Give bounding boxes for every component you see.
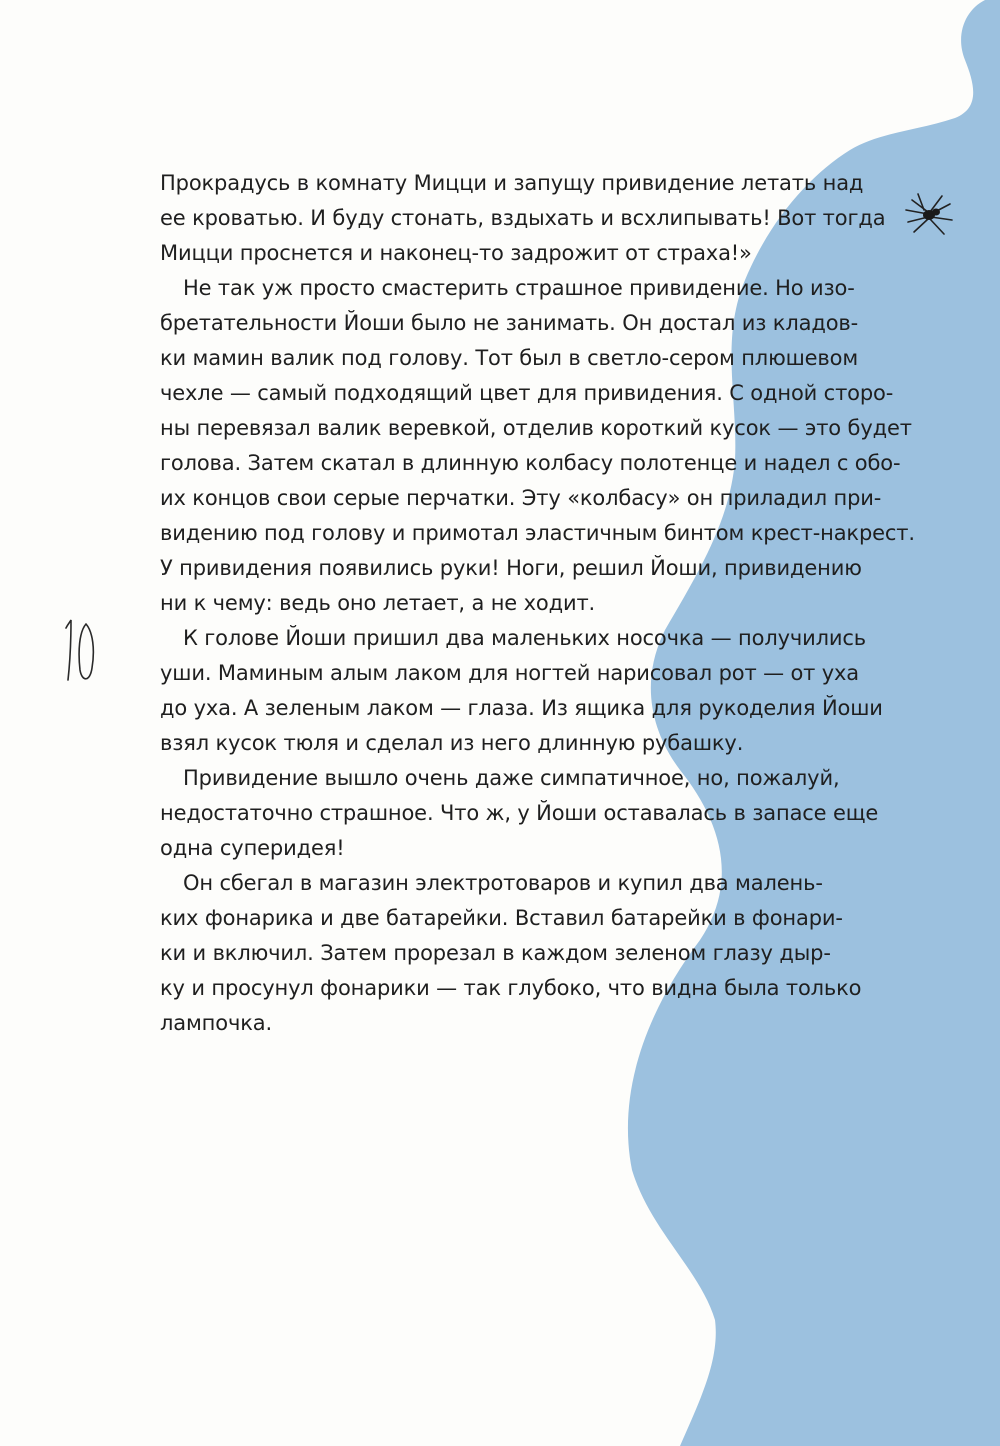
text-line: ки мамин валик под голову. Тот был в светло-сером плюшевом bbox=[160, 346, 859, 370]
text-line: бретательности Йоши было не занимать. Он достал из кладов- bbox=[160, 311, 859, 335]
text-line: их концов свои серые перчатки. Эту «колбасу» он приладил при- bbox=[160, 486, 882, 510]
text-line: видению под голову и примотал эластичным бинтом крест-накрест. bbox=[160, 521, 915, 545]
text-line: чехле — самый подходящий цвет для привидения. С одной сторо- bbox=[160, 381, 894, 405]
text-line: одна суперидея! bbox=[160, 836, 345, 860]
text-line: лампочка. bbox=[160, 1011, 272, 1035]
text-line: уши. Маминым алым лаком для ногтей нарисовал рот — от уха bbox=[160, 661, 860, 685]
text-line: ны перевязал валик веревкой, отделив короткий кусок — это будет bbox=[160, 416, 912, 440]
page-number-handwritten bbox=[60, 610, 100, 690]
text-line: недостаточно страшное. Что ж, у Йоши оставалась в запасе еще bbox=[160, 801, 879, 825]
text-line: ку и просунул фонарики — так глубоко, что видна была только bbox=[160, 976, 862, 1000]
text-line: ких фонарика и две батарейки. Вставил батарейки в фонари- bbox=[160, 906, 843, 930]
text-line: голова. Затем скатал в длинную колбасу полотенце и надел с обо- bbox=[160, 451, 901, 475]
text-line: ее кроватью. И буду стонать, вздыхать и всхлипывать! Вот тогда bbox=[160, 206, 886, 230]
text-line: ки и включил. Затем прорезал в каждом зеленом глазу дыр- bbox=[160, 941, 831, 965]
text-line: Мицци проснется и наконец-то задрожит от страха!» bbox=[160, 241, 752, 265]
story-text bbox=[160, 166, 915, 1041]
text-line: до уха. А зеленым лаком — глаза. Из ящика для рукоделия Йоши bbox=[160, 696, 883, 720]
spider-icon bbox=[900, 190, 956, 240]
text-line: К голове Йоши пришил два маленьких носочка — получились bbox=[183, 626, 867, 650]
text-line: У привидения появились руки! Ноги, решил Йоши, привидению bbox=[160, 556, 862, 580]
text-line: Не так уж просто смастерить страшное привидение. Но изо- bbox=[183, 276, 855, 300]
text-line: Прокрадусь в комнату Мицци и запущу привидение летать над bbox=[160, 171, 864, 195]
text-line: Привидение вышло очень даже симпатичное, но, пожалуй, bbox=[183, 766, 840, 790]
text-line: Он сбегал в магазин электротоваров и купил два малень- bbox=[183, 871, 823, 895]
text-line: взял кусок тюля и сделал из него длинную рубашку. bbox=[160, 731, 744, 755]
text-line: ни к чему: ведь оно летает, а не ходит. bbox=[160, 591, 596, 615]
